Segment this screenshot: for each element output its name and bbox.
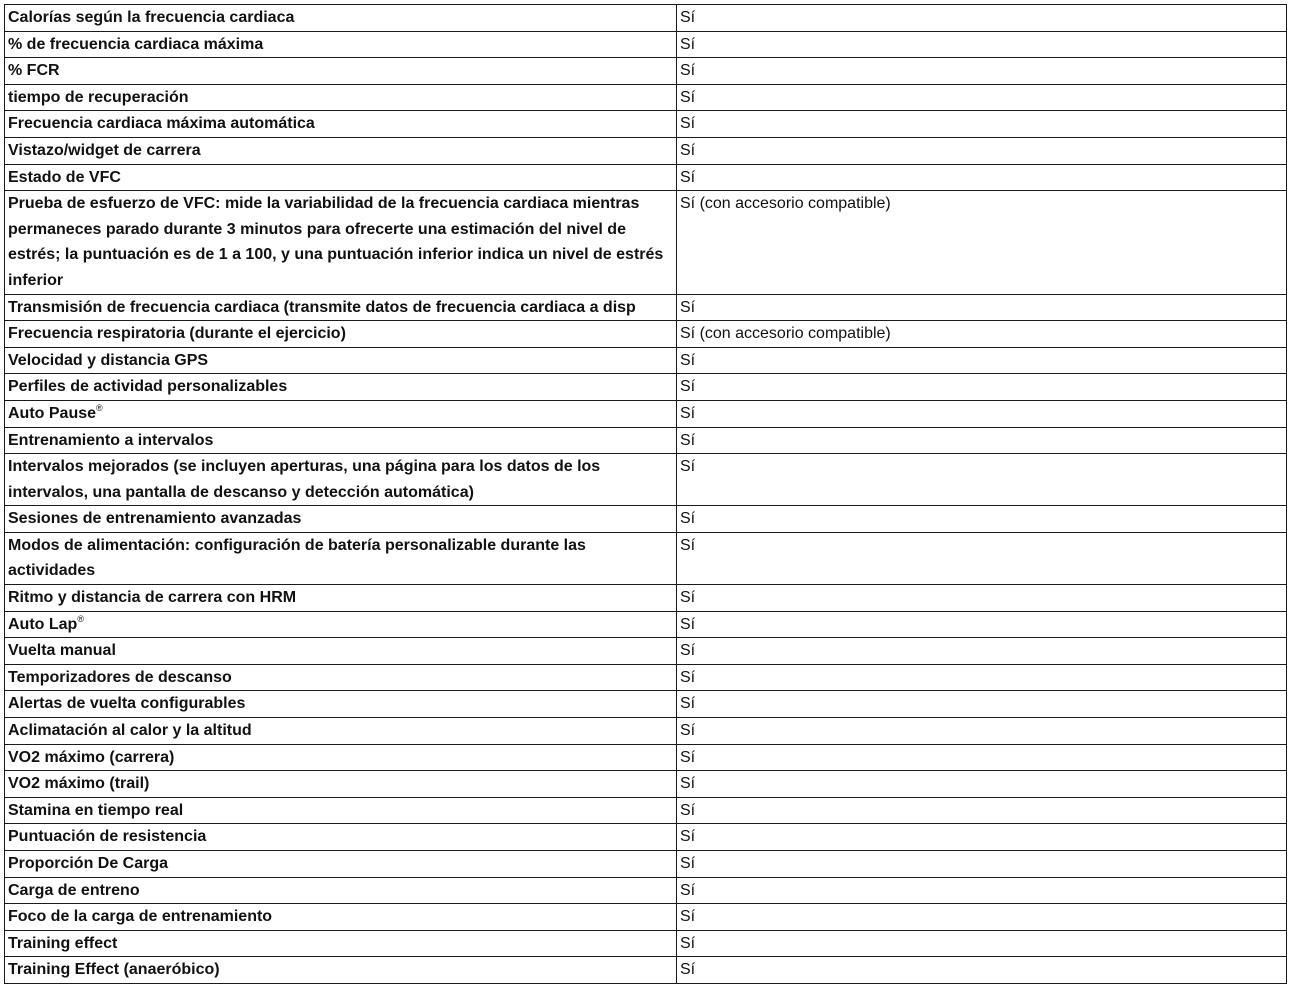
table-row <box>5 347 1287 374</box>
feature-availability: Sí <box>680 908 696 926</box>
feature-name: Vistazo/widget de carrera <box>8 141 201 159</box>
feature-name: Entrenamiento a intervalos <box>8 431 214 449</box>
feature-availability: Sí <box>680 62 696 80</box>
value-cell[interactable] <box>677 744 1287 771</box>
value-cell[interactable] <box>677 877 1287 904</box>
feature-cell[interactable] <box>5 664 677 691</box>
feature-name: Velocidad y distancia GPS <box>8 351 209 369</box>
table-row <box>5 58 1287 85</box>
feature-availability: Sí <box>680 536 696 554</box>
value-cell[interactable] <box>677 58 1287 85</box>
value-cell[interactable] <box>677 84 1287 111</box>
feature-cell[interactable] <box>5 506 677 533</box>
feature-name: Training effect <box>8 934 118 952</box>
value-cell[interactable] <box>677 347 1287 374</box>
table-row <box>5 744 1287 771</box>
value-cell[interactable] <box>677 400 1287 427</box>
registered-mark: ® <box>96 402 103 413</box>
value-cell[interactable] <box>677 797 1287 824</box>
feature-cell[interactable] <box>5 191 677 294</box>
table-row <box>5 294 1287 321</box>
feature-cell[interactable] <box>5 744 677 771</box>
feature-name: Sesiones de entrenamiento avanzadas <box>8 510 302 528</box>
value-cell[interactable] <box>677 164 1287 191</box>
value-cell[interactable] <box>677 718 1287 745</box>
feature-availability: Sí <box>680 695 696 713</box>
feature-availability: Sí <box>680 510 696 528</box>
registered-mark: ® <box>77 613 84 624</box>
feature-name: Proporción De Carga <box>8 855 169 872</box>
value-cell[interactable] <box>677 930 1287 957</box>
value-cell[interactable] <box>677 137 1287 164</box>
feature-availability: Sí <box>680 668 696 686</box>
value-cell[interactable] <box>677 454 1287 506</box>
table-row <box>5 824 1287 851</box>
feature-cell[interactable] <box>5 611 677 638</box>
value-cell[interactable] <box>677 111 1287 138</box>
feature-name: Prueba de esfuerzo de VFC: mide la variabilidad de la frecuencia cardiaca mientras permaneces parado durante 3 minutos para ofrecerte una estimación del nivel de estrés; la puntuación es de 1 a 100, y una puntuación inferior indica un nivel de estrés inferior <box>8 195 664 289</box>
feature-cell[interactable] <box>5 691 677 718</box>
table-row <box>5 851 1287 878</box>
feature-name: % FCR <box>8 62 60 80</box>
table-row <box>5 400 1287 427</box>
feature-name: VO2 máximo (trail) <box>8 775 150 793</box>
table-row <box>5 585 1287 612</box>
feature-availability: Sí <box>680 88 696 106</box>
value-cell[interactable] <box>677 691 1287 718</box>
feature-cell[interactable] <box>5 137 677 164</box>
value-cell[interactable] <box>677 374 1287 401</box>
feature-availability: Sí <box>680 775 696 793</box>
feature-cell[interactable] <box>5 532 677 584</box>
feature-availability: Sí <box>680 9 696 26</box>
feature-name: Frecuencia cardiaca máxima automática <box>8 115 315 133</box>
feature-cell[interactable] <box>5 851 677 878</box>
table-row <box>5 321 1287 348</box>
feature-availability: Sí <box>680 298 696 316</box>
table-row <box>5 957 1287 984</box>
feature-availability: Sí <box>680 378 696 396</box>
feature-cell[interactable] <box>5 877 677 904</box>
feature-name: % de frecuencia cardiaca máxima <box>8 35 264 53</box>
feature-name: Frecuencia respiratoria (durante el ejercicio) <box>8 325 346 343</box>
table-row <box>5 191 1287 294</box>
value-cell[interactable] <box>677 321 1287 348</box>
feature-availability: Sí <box>680 722 696 740</box>
feature-name: tiempo de recuperación <box>8 88 189 106</box>
feature-cell[interactable] <box>5 58 677 85</box>
value-cell[interactable] <box>677 904 1287 931</box>
feature-availability: Sí <box>680 404 696 422</box>
feature-cell[interactable] <box>5 824 677 851</box>
feature-cell[interactable] <box>5 771 677 798</box>
feature-cell[interactable] <box>5 111 677 138</box>
feature-availability: Sí <box>680 961 696 979</box>
table-row <box>5 31 1287 58</box>
feature-name: VO2 máximo (carrera) <box>8 748 175 766</box>
feature-cell[interactable] <box>5 930 677 957</box>
feature-availability: Sí <box>680 35 696 53</box>
table-row <box>5 111 1287 138</box>
table-row <box>5 638 1287 665</box>
value-cell[interactable] <box>677 506 1287 533</box>
feature-name: Temporizadores de descanso <box>8 668 232 686</box>
feature-cell[interactable] <box>5 294 677 321</box>
table-row <box>5 718 1287 745</box>
table-row <box>5 454 1287 506</box>
feature-cell[interactable] <box>5 164 677 191</box>
value-cell[interactable] <box>677 31 1287 58</box>
feature-name: Estado de VFC <box>8 168 121 186</box>
value-cell[interactable] <box>677 771 1287 798</box>
feature-cell[interactable] <box>5 321 677 348</box>
feature-name: Auto Lap <box>8 615 78 633</box>
table-row <box>5 797 1287 824</box>
feature-name: Alertas de vuelta configurables <box>8 695 246 713</box>
feature-name: Calorías según la frecuencia cardiaca <box>8 9 295 26</box>
table-row <box>5 427 1287 454</box>
value-cell[interactable] <box>677 638 1287 665</box>
feature-name: Puntuación de resistencia <box>8 828 207 846</box>
feature-availability: Sí <box>680 615 696 633</box>
feature-name: Foco de la carga de entrenamiento <box>8 908 273 926</box>
feature-cell[interactable] <box>5 400 677 427</box>
feature-availability: Sí <box>680 642 696 660</box>
feature-name: Modos de alimentación: configuración de batería personalizable durante las actividades <box>8 536 586 580</box>
feature-cell[interactable] <box>5 718 677 745</box>
table-row <box>5 532 1287 584</box>
value-cell[interactable] <box>677 532 1287 584</box>
feature-table <box>4 4 1287 984</box>
value-cell[interactable] <box>677 611 1287 638</box>
feature-name: Perfiles de actividad personalizables <box>8 378 288 396</box>
feature-availability: Sí <box>680 934 696 952</box>
feature-availability: Sí <box>680 828 696 846</box>
feature-name: Ritmo y distancia de carrera con HRM <box>8 589 297 607</box>
feature-cell[interactable] <box>5 638 677 665</box>
table-row <box>5 374 1287 401</box>
feature-name: Training Effect (anaeróbico) <box>8 961 220 979</box>
feature-name: Aclimatación al calor y la altitud <box>8 722 252 740</box>
feature-spec-sheet <box>4 4 1287 984</box>
table-row <box>5 877 1287 904</box>
feature-cell[interactable] <box>5 374 677 401</box>
table-row <box>5 691 1287 718</box>
feature-availability: Sí <box>680 881 696 899</box>
table-row <box>5 904 1287 931</box>
feature-cell[interactable] <box>5 5 677 32</box>
feature-name: Carga de entreno <box>8 881 140 899</box>
feature-availability: Sí (con accesorio compatible) <box>680 325 891 343</box>
feature-cell[interactable] <box>5 84 677 111</box>
value-cell[interactable] <box>677 664 1287 691</box>
feature-name: Intervalos mejorados (se incluyen aperturas, una página para los datos de los intervalos, una pantalla de descanso y detección automática) <box>8 458 601 501</box>
table-row <box>5 137 1287 164</box>
feature-cell[interactable] <box>5 31 677 58</box>
table-row <box>5 611 1287 638</box>
feature-cell[interactable] <box>5 957 677 984</box>
value-cell[interactable] <box>677 191 1287 294</box>
feature-cell[interactable] <box>5 347 677 374</box>
feature-availability: Sí <box>680 589 696 607</box>
feature-cell[interactable] <box>5 797 677 824</box>
value-cell[interactable] <box>677 851 1287 878</box>
feature-cell[interactable] <box>5 904 677 931</box>
table-row <box>5 5 1287 32</box>
feature-availability: Sí <box>680 115 696 133</box>
feature-availability: Sí <box>680 431 696 449</box>
feature-table-body <box>5 5 1287 984</box>
feature-cell[interactable] <box>5 585 677 612</box>
feature-availability: Sí <box>680 801 696 819</box>
value-cell[interactable] <box>677 957 1287 984</box>
feature-cell[interactable] <box>5 427 677 454</box>
value-cell[interactable] <box>677 427 1287 454</box>
value-cell[interactable] <box>677 824 1287 851</box>
feature-availability: Sí <box>680 351 696 369</box>
table-row <box>5 930 1287 957</box>
feature-availability: Sí <box>680 458 696 476</box>
value-cell[interactable] <box>677 5 1287 32</box>
feature-availability: Sí <box>680 141 696 159</box>
feature-availability: Sí <box>680 855 696 872</box>
feature-name: Transmisión de frecuencia cardiaca (transmite datos de frecuencia cardiaca a disp <box>8 298 636 316</box>
feature-cell[interactable] <box>5 454 677 506</box>
feature-name: Stamina en tiempo real <box>8 801 184 819</box>
table-row <box>5 506 1287 533</box>
table-row <box>5 164 1287 191</box>
table-row <box>5 664 1287 691</box>
table-row <box>5 84 1287 111</box>
feature-availability: Sí <box>680 168 696 186</box>
value-cell[interactable] <box>677 585 1287 612</box>
feature-availability: Sí <box>680 748 696 766</box>
feature-name: Vuelta manual <box>8 642 116 660</box>
feature-name: Auto Pause <box>8 404 97 422</box>
table-row <box>5 771 1287 798</box>
value-cell[interactable] <box>677 294 1287 321</box>
feature-availability: Sí (con accesorio compatible) <box>680 195 891 213</box>
